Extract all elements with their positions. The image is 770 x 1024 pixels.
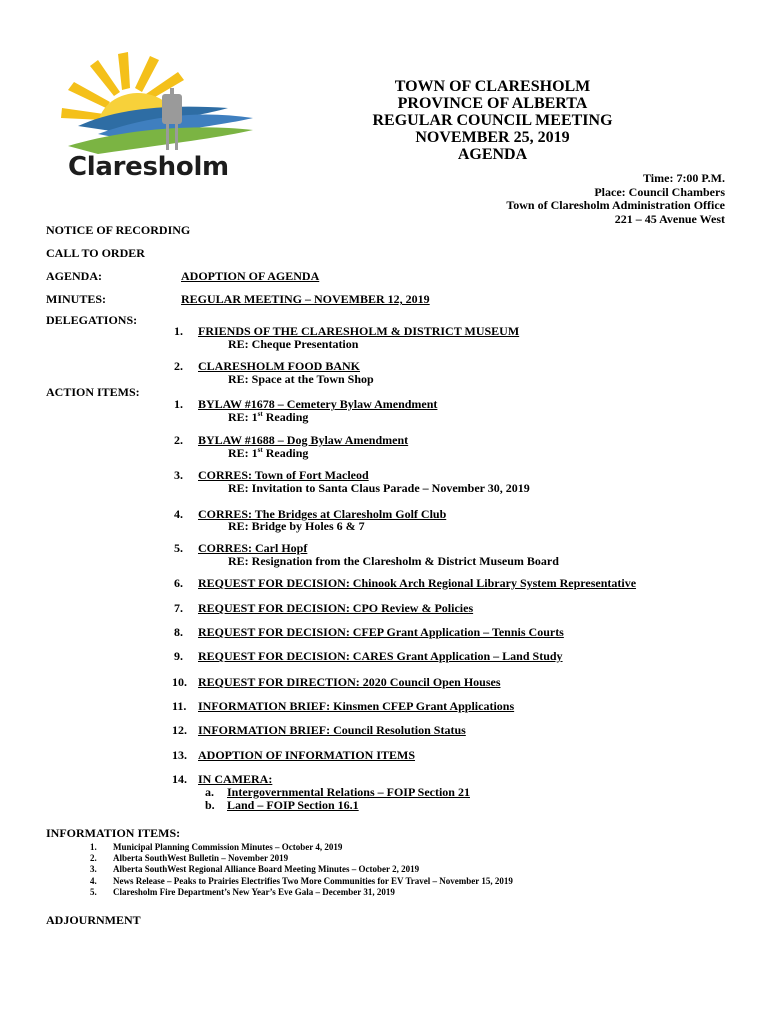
notice-of-recording: NOTICE OF RECORDING bbox=[46, 223, 191, 237]
title-line: AGENDA bbox=[457, 146, 528, 163]
title-line: REGULAR COUNCIL MEETING bbox=[372, 112, 613, 129]
action-item-title: REQUEST FOR DECISION: CFEP Grant Application – Tennis Courts bbox=[198, 625, 564, 639]
action-item-re: RE: 1st Reading bbox=[228, 446, 309, 460]
in-camera-letter: a. bbox=[205, 785, 214, 799]
adjournment: ADJOURNMENT bbox=[46, 913, 141, 927]
info-item: Alberta SouthWest Regional Alliance Board Meeting Minutes – October 2, 2019 bbox=[113, 864, 420, 874]
action-item-title: CORRES: The Bridges at Claresholm Golf Club bbox=[198, 507, 447, 521]
in-camera-item: Land – FOIP Section 16.1 bbox=[227, 798, 359, 812]
item-number: 2. bbox=[174, 359, 183, 373]
info-number: 5. bbox=[90, 887, 97, 897]
info-number: 4. bbox=[90, 876, 97, 886]
action-item-re: RE: 1st Reading bbox=[228, 410, 309, 424]
item-number: 6. bbox=[174, 576, 183, 590]
sun-over-hills-icon bbox=[58, 48, 258, 158]
item-number: 3. bbox=[174, 468, 183, 482]
item-number: 12. bbox=[172, 723, 187, 737]
action-item-title: BYLAW #1688 – Dog Bylaw Amendment bbox=[198, 433, 409, 447]
item-number: 11. bbox=[172, 699, 187, 713]
meeting-details bbox=[506, 172, 725, 226]
agenda-value: ADOPTION OF AGENDA bbox=[181, 269, 320, 283]
info-number: 2. bbox=[90, 853, 97, 863]
info-number: 1. bbox=[90, 842, 97, 852]
item-number: 5. bbox=[174, 541, 183, 555]
action-item-title: INFORMATION BRIEF: Kinsmen CFEP Grant Applications bbox=[198, 699, 515, 713]
info-item: Alberta SouthWest Bulletin – November 2019 bbox=[113, 853, 289, 863]
action-item-title: CORRES: Town of Fort Macleod bbox=[198, 468, 369, 482]
item-number: 7. bbox=[174, 601, 183, 615]
item-number: 1. bbox=[174, 324, 183, 338]
logo-wordmark: Claresholm bbox=[68, 152, 229, 182]
meeting-office: Town of Claresholm Administration Office bbox=[506, 198, 725, 212]
action-items-label: ACTION ITEMS: bbox=[46, 385, 140, 399]
agenda-title bbox=[300, 78, 685, 163]
minutes-label: MINUTES: bbox=[46, 292, 107, 306]
action-item-re: RE: Invitation to Santa Claus Parade – November 30, 2019 bbox=[228, 481, 530, 495]
item-number: 9. bbox=[174, 649, 183, 663]
info-number: 3. bbox=[90, 864, 97, 874]
info-item: Municipal Planning Commission Minutes – October 4, 2019 bbox=[113, 842, 343, 852]
delegation-title: CLARESHOLM FOOD BANK bbox=[198, 359, 361, 373]
item-number: 1. bbox=[174, 397, 183, 411]
agenda-label: AGENDA: bbox=[46, 269, 102, 283]
action-item-title: REQUEST FOR DIRECTION: 2020 Council Open Houses bbox=[198, 675, 501, 689]
action-item-title: REQUEST FOR DECISION: CPO Review & Policies bbox=[198, 601, 474, 615]
item-number: 2. bbox=[174, 433, 183, 447]
action-item-title: REQUEST FOR DECISION: Chinook Arch Regional Library System Representative bbox=[198, 576, 637, 590]
claresholm-logo bbox=[58, 48, 258, 186]
title-line: TOWN OF CLARESHOLM bbox=[394, 78, 591, 95]
action-item-re: RE: Resignation from the Claresholm & District Museum Board bbox=[228, 554, 559, 568]
in-camera-letter: b. bbox=[205, 798, 215, 812]
delegation-re: RE: Cheque Presentation bbox=[228, 337, 359, 351]
item-number: 10. bbox=[172, 675, 187, 689]
action-item-title: IN CAMERA: bbox=[198, 772, 273, 786]
action-item-re: RE: Bridge by Holes 6 & 7 bbox=[228, 519, 365, 533]
info-item: News Release – Peaks to Prairies Electrifies Two More Communities for EV Travel – November 15, 2019 bbox=[113, 876, 513, 886]
action-item-title: REQUEST FOR DECISION: CARES Grant Application – Land Study bbox=[198, 649, 563, 663]
item-number: 8. bbox=[174, 625, 183, 639]
item-number: 14. bbox=[172, 772, 187, 786]
delegation-title: FRIENDS OF THE CLARESHOLM & DISTRICT MUSEUM bbox=[198, 324, 520, 338]
title-line: PROVINCE OF ALBERTA bbox=[397, 95, 588, 112]
call-to-order: CALL TO ORDER bbox=[46, 246, 145, 260]
action-item-title: BYLAW #1678 – Cemetery Bylaw Amendment bbox=[198, 397, 438, 411]
info-item: Claresholm Fire Department’s New Year’s Eve Gala – December 31, 2019 bbox=[113, 887, 395, 897]
action-item-title: ADOPTION OF INFORMATION ITEMS bbox=[198, 748, 416, 762]
delegations-label: DELEGATIONS: bbox=[46, 313, 138, 327]
meeting-place: Place: Council Chambers bbox=[594, 184, 725, 199]
action-item-title: INFORMATION BRIEF: Council Resolution Status bbox=[198, 723, 466, 737]
meeting-time: Time: 7:00 P.M. bbox=[643, 171, 725, 185]
in-camera-item: Intergovernmental Relations – FOIP Section 21 bbox=[227, 785, 470, 799]
item-number: 4. bbox=[174, 507, 183, 521]
delegation-re: RE: Space at the Town Shop bbox=[228, 372, 374, 386]
title-line: NOVEMBER 25, 2019 bbox=[415, 129, 570, 146]
action-item-title: CORRES: Carl Hopf bbox=[198, 541, 308, 555]
information-items-label: INFORMATION ITEMS: bbox=[46, 826, 181, 840]
meeting-address: 221 – 45 Avenue West bbox=[614, 211, 725, 226]
item-number: 13. bbox=[172, 748, 187, 762]
minutes-value: REGULAR MEETING – NOVEMBER 12, 2019 bbox=[181, 292, 430, 306]
